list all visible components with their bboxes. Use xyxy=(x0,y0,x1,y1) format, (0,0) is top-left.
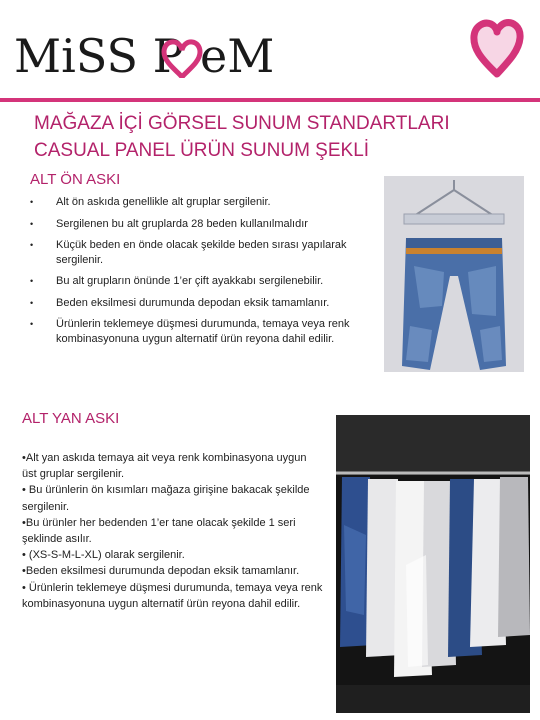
paragraph-line: •Beden eksilmesi durumunda depodan eksik tamamlanır. xyxy=(22,565,300,578)
svg-text:eM: eM xyxy=(200,29,275,83)
title-line-2: CASUAL PANEL ÜRÜN SUNUM ŞEKLİ xyxy=(34,140,370,161)
list-item: • Beden eksilmesi durumunda depodan eksik tamamlanır. xyxy=(30,296,330,309)
title-line-1: MAĞAZA İÇİ GÖRSEL SUNUM STANDARTLARI xyxy=(34,113,450,134)
list-item: • Küçük beden en önde olacak şekilde beden sırası yapılarak sergilenir. xyxy=(30,239,347,266)
list-item: • Sergilenen bu alt gruplarda 28 beden kullanılmalıdır xyxy=(30,217,308,230)
list-item: • Bu alt grupların önünde 1’er çift ayakkabı sergilenebilir. xyxy=(30,275,324,287)
section-heading-side: ALT YAN ASKI xyxy=(22,410,120,427)
paragraph-line: • Ürünlerin teklemeye düşmesi durumunda, temaya veya renk kombinasyonuna uygun alternatif ürün reyona dahil edilir. xyxy=(22,581,323,610)
hanging-jeans-photo xyxy=(384,176,524,372)
list-item: • Alt ön askıda genellikle alt gruplar sergilenir. xyxy=(30,196,271,208)
svg-text:MiSS P: MiSS P xyxy=(14,29,184,83)
paragraph-line: •Alt yan askıda temaya ait veya renk kombinasyona uygun üst gruplar sergilenir. xyxy=(22,452,307,481)
paragraph-line: • Bu ürünlerin ön kısımları mağaza girişine bakacak şekilde sergilenir. xyxy=(22,484,310,513)
paragraph-line: •Bu ürünler her bedenden 1’er tane olacak şekilde 1 seri şeklinde asılır. xyxy=(22,516,296,546)
section-heading-front: ALT ÖN ASKI xyxy=(30,171,121,188)
header-divider xyxy=(0,98,540,102)
heart-icon xyxy=(470,18,524,80)
page-title xyxy=(34,110,514,164)
side-paragraph xyxy=(22,450,324,612)
brand-logo xyxy=(14,22,275,84)
brand-logo-mark xyxy=(14,22,275,84)
list-item: • Ürünlerin teklemeye düşmesi durumunda, temaya veya renk kombinasyonuna uygun alternatif ürün reyona dahil edilir. xyxy=(30,318,350,345)
paragraph-line: • (XS-S-M-L-XL) olarak sergilenir. xyxy=(22,549,185,562)
front-bullet-list xyxy=(30,195,382,353)
hanging-shirts-photo xyxy=(336,415,530,713)
